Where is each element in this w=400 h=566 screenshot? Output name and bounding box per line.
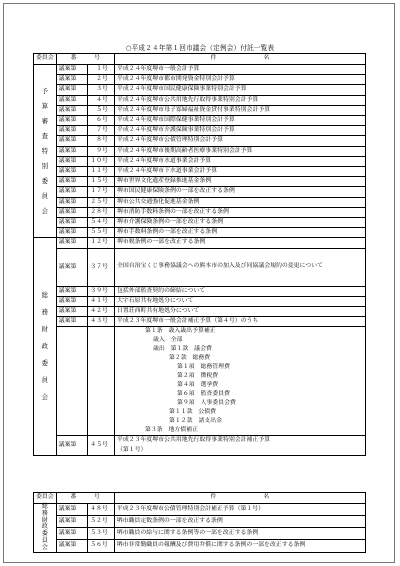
bill-label: 議案第 <box>56 516 87 528</box>
table-row <box>34 167 366 177</box>
breakdown-item: 第４項 選挙費 <box>176 382 219 389</box>
bill-label: 議案第 <box>56 75 88 85</box>
table-row <box>34 238 366 248</box>
bill-name <box>114 436 365 456</box>
bill-number: １１号 <box>88 167 115 177</box>
bill-name: 平成２４年度堺市一般会計予算 <box>114 65 365 75</box>
bill-name: 堺市税条例の一部を改正する条例 <box>114 238 365 248</box>
bill-number: ４号 <box>88 95 115 105</box>
breakdown-item: 第２項 徴税費 <box>176 373 219 380</box>
committee-char: 員 <box>41 191 49 200</box>
table-row <box>34 136 366 146</box>
bill-name: 平成２４年度堺市水道事業会計予算 <box>114 156 365 166</box>
bill-number: ６号 <box>88 116 115 126</box>
breakdown-item: 第１２款 諸支出金 <box>168 418 222 425</box>
table-row <box>34 156 366 166</box>
committee-char: 政 <box>41 342 49 351</box>
breakdown-row <box>34 327 366 436</box>
referral-table-2 <box>33 492 366 553</box>
bill-label: 議案第 <box>56 248 88 286</box>
bill-label: 議案第 <box>56 540 87 552</box>
table-row <box>34 197 366 207</box>
bill-name: 平成２４年度堺市公債管理特別会計予算 <box>114 136 365 146</box>
committee-char: 別 <box>41 161 49 170</box>
breakdown-item: 歳入 全部 <box>152 337 183 344</box>
bill-label: 議案第 <box>56 156 88 166</box>
bill-number: ４３号 <box>88 317 115 327</box>
bill-label: 議案第 <box>56 126 88 136</box>
table-row <box>34 75 366 85</box>
table-row <box>34 187 366 197</box>
bill-name: 堺市職員定数条例の一部を改正する条例 <box>114 516 365 528</box>
bill-label: 議案第 <box>56 504 87 516</box>
bill-number: ５２号 <box>88 516 115 528</box>
bill-name: 平成２３年度堺市公債管理特別会計補正予算（第１号） <box>114 504 365 516</box>
committee-char: 委 <box>41 359 49 368</box>
bill-name: 堺市公共交通強化促進基金条例 <box>114 197 365 207</box>
bill-number: ４５号 <box>88 436 115 456</box>
bill-name: 平成２４年度堺市母子寡婦福祉資金貸付事業特別会計予算 <box>114 105 365 115</box>
bill-number: ２５号 <box>88 197 115 207</box>
bill-number: ５４号 <box>88 218 115 228</box>
bill-label: 議案第 <box>56 146 88 156</box>
bill-label: 議案第 <box>56 317 88 327</box>
bill-number: １号 <box>88 65 115 75</box>
committee-char: 政 <box>41 523 48 531</box>
breakdown-item: 第９項 人事委員会費 <box>176 400 236 407</box>
bill-label: 議案第 <box>56 167 88 177</box>
bill-number: ３７号 <box>88 248 115 286</box>
table-row <box>34 296 366 306</box>
committee-char: 予 <box>41 86 49 95</box>
header-number: 番 号 <box>56 493 114 504</box>
breakdown-item: 第１１款 公債費 <box>168 409 217 416</box>
page-title: ○平成２４年第１回市議会（定例会）付託一覧表 <box>125 44 275 52</box>
committee-char: 務 <box>41 308 49 317</box>
bill-name: 堺市消防手数料条例の一部を改正する条例 <box>114 207 365 217</box>
committee-char: 財 <box>41 516 48 524</box>
bill-name: 包括外部監査契約の締結について <box>114 286 365 296</box>
committee-general <box>34 238 57 456</box>
bill-number: ４１号 <box>88 296 115 306</box>
bill-label: 議案第 <box>56 307 88 317</box>
header-committee: 委員会 <box>34 493 57 504</box>
breakdown-item: 第１項 総務管理費 <box>176 364 230 371</box>
table-row <box>34 126 366 136</box>
table-row <box>34 207 366 217</box>
committee-general-2-text <box>34 504 56 552</box>
committee-char: 査 <box>41 131 49 140</box>
breakdown-label-blank <box>56 327 88 436</box>
table-row <box>34 95 366 105</box>
table-row <box>34 286 366 296</box>
bill-label: 議案第 <box>56 436 88 456</box>
bill-name: 平成２４年度堺市公共用地先行取得事業特別会計予算 <box>114 95 365 105</box>
bill-name-line2: （第１号） <box>116 446 147 453</box>
bill-name: 平成２３年度堺市一般会計補正予算（第４号）のうち <box>114 317 365 327</box>
breakdown-item: 第１条 歳入歳出予算補正 <box>144 328 216 335</box>
table-row <box>34 65 366 75</box>
breakdown-item: 第６項 監査委員費 <box>176 391 230 398</box>
table2-header-row <box>34 493 366 504</box>
bill-name: 日置荘西町共有地処分について <box>114 307 365 317</box>
table-row <box>34 307 366 317</box>
committee-char: 委 <box>41 530 48 538</box>
table-row <box>34 248 366 286</box>
table-row <box>34 85 366 95</box>
committee-char: 会 <box>41 206 49 215</box>
committee-char: 特 <box>41 146 49 155</box>
committee-char: 会 <box>41 393 49 402</box>
bill-number: ５５号 <box>88 228 115 238</box>
bill-name: 堺市介護保険条例の一部を改正する条例 <box>114 218 365 228</box>
header-number: 番 号 <box>56 54 114 65</box>
table-row <box>34 504 366 516</box>
bill-number: ３号 <box>88 85 115 95</box>
breakdown-item: 第３条 地方債補正 <box>144 427 198 434</box>
bill-label: 議案第 <box>56 105 88 115</box>
committee-char: 財 <box>41 325 49 334</box>
bill-name: 堺市非常勤職員の報酬及び費用弁償に関する条例の一部を改正する条例 <box>114 540 365 552</box>
committee-char: 会 <box>41 543 48 551</box>
bill-number: １５号 <box>88 177 115 187</box>
committee-budget-text <box>34 84 56 219</box>
table-row <box>34 105 366 115</box>
bill-name: 平成２４年度堺市都市開発資金特別会計予算 <box>114 75 365 85</box>
table-header-row <box>34 54 366 65</box>
committee-char: 務 <box>41 509 48 517</box>
bill-label: 議案第 <box>56 177 88 187</box>
bill-label: 議案第 <box>56 65 88 75</box>
header-name: 件 名 <box>114 54 365 65</box>
bill-label: 議案第 <box>56 228 88 238</box>
committee-budget <box>34 65 57 238</box>
table-row <box>34 146 366 156</box>
committee-char: 員 <box>41 376 49 385</box>
committee-char: 算 <box>41 101 49 110</box>
bill-label: 議案第 <box>56 197 88 207</box>
table-row <box>34 317 366 327</box>
table-row <box>34 177 366 187</box>
committee-general-2 <box>34 504 57 553</box>
breakdown-item: 歳出 第１款 議会費 <box>152 346 212 353</box>
table-row <box>34 540 366 552</box>
bill-label: 議案第 <box>56 136 88 146</box>
table-row <box>34 116 366 126</box>
table-row <box>34 516 366 528</box>
bill-number: １７号 <box>88 187 115 197</box>
bill-name: 堺市世界文化遺産登録推進基金条例 <box>114 177 365 187</box>
header-name: 件 名 <box>114 493 365 504</box>
bill-name: 堺市職員の給与に関する条例等の一部を改正する条例 <box>114 528 365 540</box>
bill-name: 平成２４年度堺市国民健康保険事業特別会計予算 <box>114 85 365 95</box>
table-row <box>34 228 366 238</box>
bill-number: ５３号 <box>88 528 115 540</box>
bill-number: １０号 <box>88 156 115 166</box>
bill-number: ４２号 <box>88 307 115 317</box>
bill-number: ７号 <box>88 126 115 136</box>
bill-name: 平成２４年度堺市下水道事業会計予算 <box>114 167 365 177</box>
committee-char: 員 <box>41 536 48 544</box>
table-row <box>34 218 366 228</box>
bill-name: 平成２４年度堺市国際保健事業特別会計予算 <box>114 116 365 126</box>
bill-name: 全国自治宝くじ事務協議会への熊本市の加入及び同協議会規約の変更について <box>114 248 365 286</box>
breakdown-list <box>114 327 365 436</box>
bill-name: 平成２４年度堺市介護保険事業特別会計予算 <box>114 126 365 136</box>
referral-table <box>33 53 366 456</box>
bill-number: １２号 <box>88 238 115 248</box>
committee-char: 総 <box>41 291 49 300</box>
bill-label: 議案第 <box>56 95 88 105</box>
table-row <box>34 528 366 540</box>
bill-name: 平成２４年度堺市後期高齢者医療事業特別会計予算 <box>114 146 365 156</box>
committee-char: 総 <box>41 503 48 510</box>
breakdown-number-blank <box>88 327 115 436</box>
bill-name-line1: 平成２３年度堺市公共用地先行取得事業特別会計補正予算 <box>116 437 271 444</box>
bill-label: 議案第 <box>56 85 88 95</box>
bill-name: 堺市手数料条例の一部を改正する条例 <box>114 228 365 238</box>
bill-name: 大宇石原共有地処分について <box>114 296 365 306</box>
bill-name: 堺市国民健康保険条例の一部を改正する条例 <box>114 187 365 197</box>
bill-number: ８号 <box>88 136 115 146</box>
bill-number: ３９号 <box>88 286 115 296</box>
bill-number: ９号 <box>88 146 115 156</box>
bill-label: 議案第 <box>56 187 88 197</box>
bill-label: 議案第 <box>56 296 88 306</box>
bill-label: 議案第 <box>56 238 88 248</box>
committee-general-text <box>34 287 56 406</box>
bill-number: ２８号 <box>88 207 115 217</box>
bill-number: ２号 <box>88 75 115 85</box>
bill-label: 議案第 <box>56 207 88 217</box>
bill-label: 議案第 <box>56 286 88 296</box>
bill-number: ５６号 <box>88 540 115 552</box>
committee-char: 委 <box>41 176 49 185</box>
breakdown-item: 第２款 総務費 <box>168 355 211 362</box>
table-row <box>34 436 366 456</box>
header-committee: 委員会 <box>34 54 57 65</box>
bill-label: 議案第 <box>56 116 88 126</box>
bill-label: 議案第 <box>56 218 88 228</box>
bill-label: 議案第 <box>56 528 87 540</box>
bill-number: ４８号 <box>88 504 115 516</box>
committee-char: 審 <box>41 116 49 125</box>
bill-number: ５号 <box>88 105 115 115</box>
